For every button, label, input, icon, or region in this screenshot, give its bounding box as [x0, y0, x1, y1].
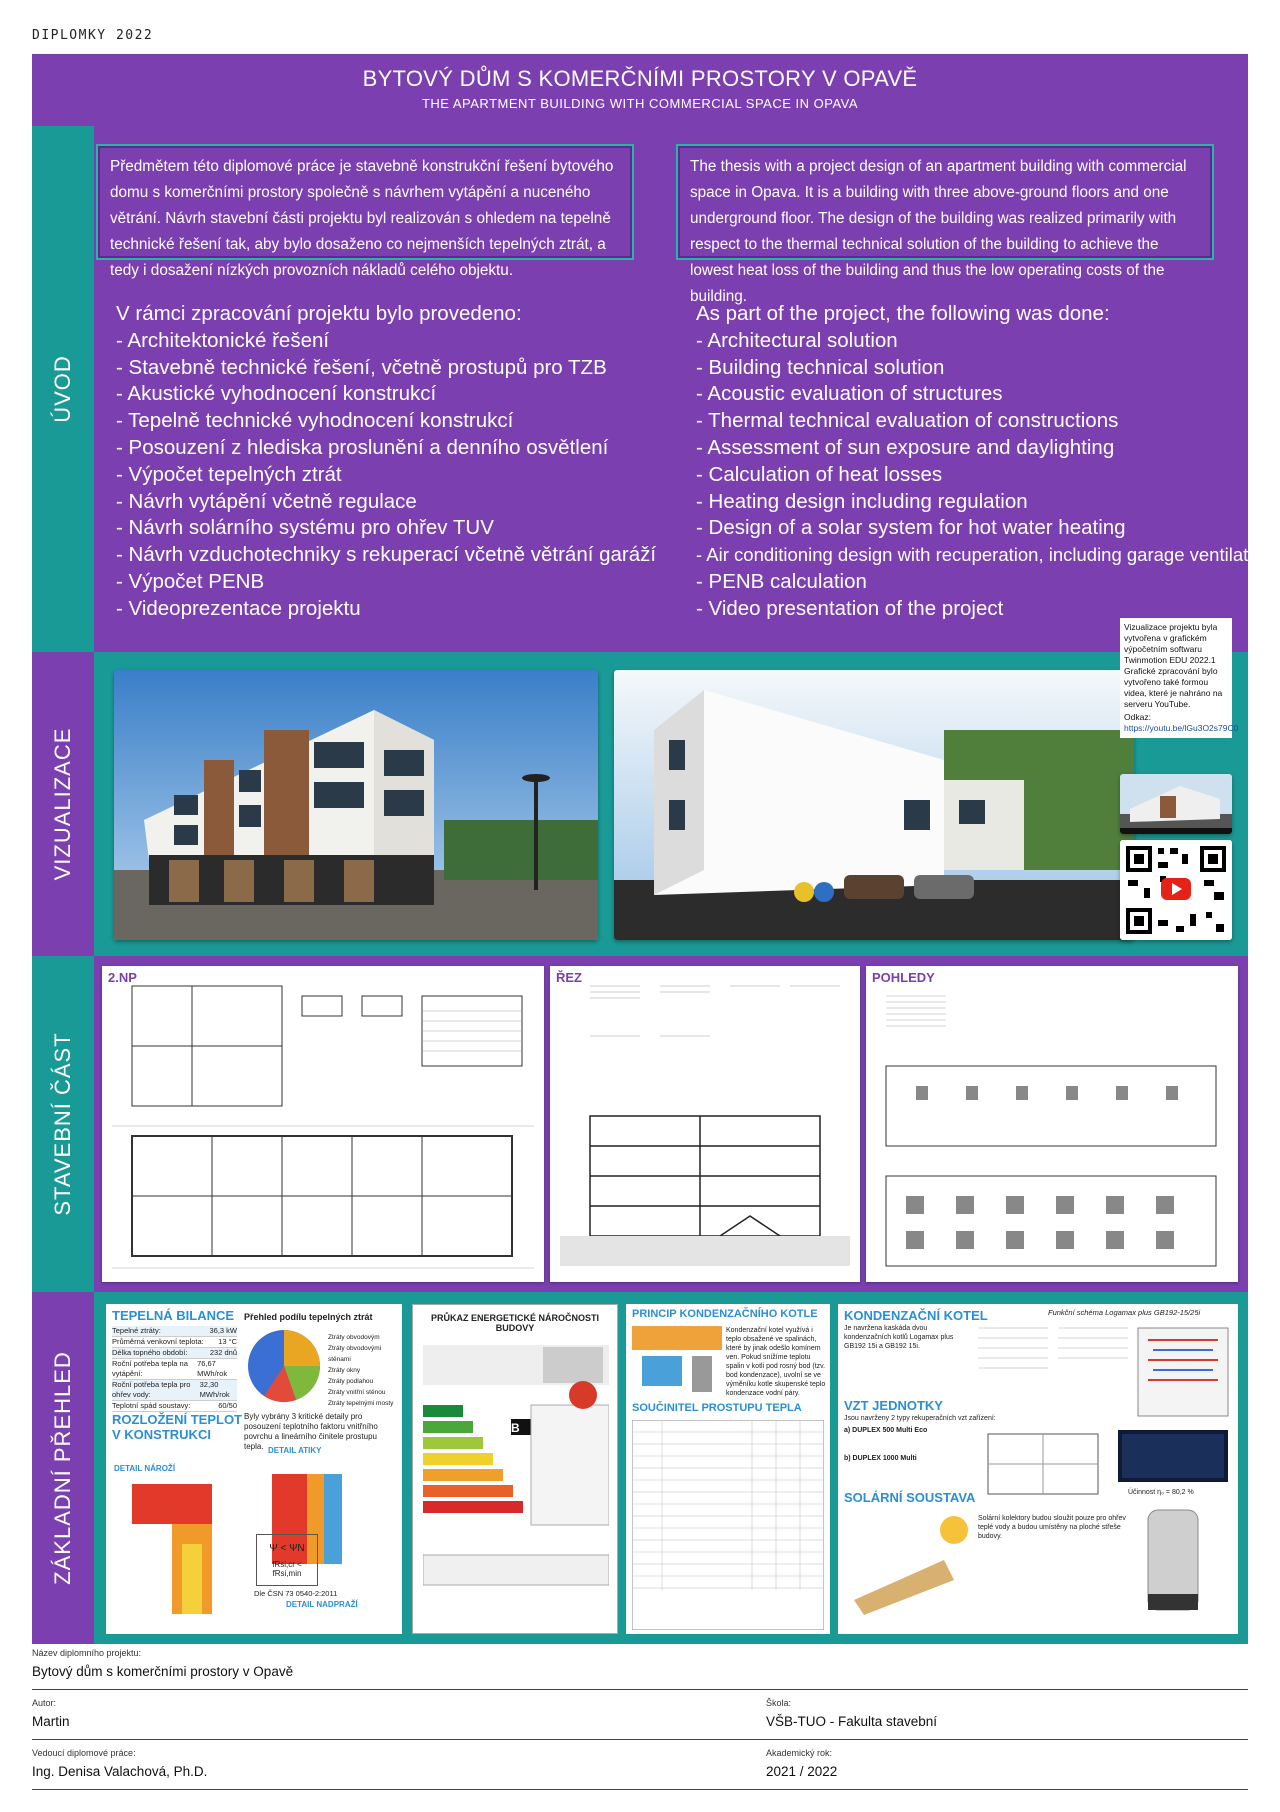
solar-diagram	[844, 1510, 974, 1620]
efficiency: Účinnost η₀ = 80,2 %	[1128, 1489, 1194, 1496]
list-item: - Výpočet PENB	[116, 569, 265, 593]
author: Martin	[32, 1714, 70, 1729]
youtube-link[interactable]: https://youtu.be/lGu3O2s79C0	[1124, 723, 1239, 733]
panel-title: SOLÁRNÍ SOUSTAVA	[844, 1490, 976, 1505]
section-label-vizualizace: VIZUALIZACE	[32, 652, 94, 956]
divider	[32, 1789, 1248, 1790]
heat-balance-table: Tepelné ztráty: 36,3 kW Průměrná venkovní teplota: 13 °C Délka topného období: 232 dnů Roční potřeba tepla na vytápění: 76,67 MWh/rok Roční potřeba tepla pro ohřev vody: 32,30 MWh/rok Teplotní spád soustavy: 60/50	[112, 1326, 237, 1410]
energy-class: B	[511, 1421, 520, 1435]
visualization-note-text: Vizualizace projektu byla vytvořena v grafickém výpočetním softwaru Twinmotion EDU 2022.1 Grafické zpracování bylo vytvořeno také formou videa, které je nahráno na serveru YouTube.	[1124, 622, 1223, 709]
panel-title: TEPELNÁ BILANCE	[112, 1308, 235, 1323]
divider	[32, 1689, 1248, 1690]
list-item: - Architektonické řešení	[116, 328, 330, 352]
vzt-unit-a: a) DUPLEX 500 Multi Eco	[844, 1427, 928, 1434]
list-item: - Výpočet tepelných ztrát	[116, 462, 342, 486]
drawing-label: POHLEDY	[872, 970, 935, 985]
project-name-label: Název diplomního projektu:	[32, 1648, 142, 1658]
list-item: - Heating design including regulation	[696, 489, 1028, 513]
supervisor: Ing. Denisa Valachová, Ph.D.	[32, 1764, 208, 1779]
section-drawing	[550, 966, 860, 1282]
poster	[32, 54, 1273, 1644]
vzt-unit-b: b) DUPLEX 1000 Multi	[844, 1455, 917, 1462]
list-item: - Building technical solution	[696, 355, 945, 379]
heat-loss-pie	[244, 1326, 324, 1406]
panel-title: KONDENZAČNÍ KOTEL	[844, 1308, 988, 1323]
formula-box: Ψ < ΨN fRsi,cr < fRsi,min	[256, 1534, 318, 1586]
list-item: - Tepelně technické vyhodnocení konstrukcí	[116, 409, 514, 433]
panel-title: ROZLOŽENÍ TEPLOT V KONSTRUKCI	[112, 1412, 242, 1442]
video-thumbnail[interactable]	[1120, 774, 1232, 834]
u-value-table	[632, 1420, 824, 1630]
solar-text: Solární kolektory budou sloužit pouze pro ohřev teplé vody a budou umístěny na ploché střeše budovy.	[978, 1515, 1126, 1540]
panel-title: PRINCIP KONDENZAČNÍHO KOTLE	[632, 1308, 818, 1320]
vzt-intro: Jsou navrženy 2 typy rekuperačních vzt zařízení:	[844, 1415, 996, 1422]
energy-label-graphic	[423, 1345, 609, 1595]
intro-text-en: The thesis with a project design of an apartment building with commercial space in Opava. It is a building with three above-ground floors and one underground floor. The design of the building was realized primarily with respect to the thermal technical solution of the building to achieve the lowest heat loss of the building and thus the low operating costs of the building.	[676, 144, 1214, 260]
list-item: - Video presentation of the project	[696, 596, 1004, 620]
list-item: - Thermal technical evaluation of constructions	[696, 409, 1119, 433]
boiler-text: Je navržena kaskáda dvou kondenzačních kotlů Logamax plus GB192 15i a GB192 15i.	[844, 1325, 954, 1350]
intro-text-cz: Předmětem této diplomové práce je stavebně konstrukční řešení bytového domu s komerčními prostory společně s návrhem vytápění a nuceného větrání. Návrh stavební části projektu byl realizován s ohledem na tepelně technické řešení tak, aby bylo dosaženo co nejmenších tepelných ztrát, a tedy i dosažení nízkých provozních nákladů celého objektu.	[96, 144, 634, 260]
list-item: - Acoustic evaluation of structures	[696, 382, 1003, 406]
boiler-schema	[978, 1320, 1234, 1420]
section-label-uvod: ÚVOD	[32, 126, 94, 652]
elevations-drawing	[866, 966, 1238, 1282]
list-item: - Posouzení z hlediska proslunění a denního osvětlení	[116, 435, 609, 459]
list-item: - Assessment of sun exposure and daylighting	[696, 435, 1115, 459]
visualization-note	[1120, 618, 1239, 738]
heat-balance-panel	[106, 1304, 402, 1634]
schema-title: Funkční schéma Logamax plus GB192-15/25i	[1048, 1308, 1201, 1317]
academic-year: 2021 / 2022	[766, 1764, 838, 1779]
academic-year-label: Akademický rok:	[766, 1748, 833, 1758]
detail-label: DETAIL NADPRAŽÍ	[286, 1600, 358, 1609]
list-item: - Stavebně technické řešení, včetně prostupů pro TZB	[116, 355, 607, 379]
intro-list-heading: V rámci zpracování projektu bylo provedeno:	[116, 302, 522, 325]
poster-tag: DIPLOMKY 2022	[32, 28, 154, 43]
list-item: - Calculation of heat losses	[696, 462, 943, 486]
list-item: - Air conditioning design with recuperation, including garage ventilation	[696, 544, 1273, 566]
detail-label: DETAIL ATIKY	[268, 1446, 322, 1455]
solar-collector-image	[1118, 1430, 1228, 1482]
list-item: - Videoprezentace projektu	[116, 596, 361, 620]
divider	[32, 1739, 1248, 1740]
section-label-prehled: ZÁKLADNÍ PŘEHLED	[32, 1292, 94, 1644]
hvac-panel	[838, 1304, 1238, 1634]
vzt-unit-drawing	[978, 1424, 1108, 1504]
floor-plan-drawing	[102, 966, 544, 1282]
render-front-view	[114, 670, 598, 940]
supervisor-label: Vedoucí diplomové práce:	[32, 1748, 136, 1758]
poster-title: BYTOVÝ DŮM S KOMERČNÍMI PROSTORY V OPAVĚ	[362, 66, 918, 91]
qr-code[interactable]	[1120, 840, 1232, 940]
list-item: - Akustické vyhodnocení konstrukcí	[116, 382, 437, 406]
panel-title: SOUČINITEL PROSTUPU TEPLA	[632, 1402, 802, 1414]
school: VŠB-TUO - Fakulta stavební	[766, 1714, 938, 1729]
poster-header	[32, 54, 1248, 126]
detail-text: Byly vybrány 3 kritické detaily pro posouzení teplotního faktoru vnitřního povrchu a lineárního činitele prostupu tepla.	[244, 1412, 378, 1451]
list-item: - Design of a solar system for hot water heating	[696, 516, 1126, 540]
boiler-diagram	[632, 1326, 722, 1396]
condensing-principle-panel	[626, 1304, 830, 1634]
detail-label: DETAIL NÁROŽÍ	[114, 1464, 176, 1473]
section-label-stavebni: STAVEBNÍ ČÁST	[32, 956, 94, 1292]
pie-legend: Ztráty obvodovým Ztráty obvodovými stěnami Ztráty okny Ztráty podlahou Ztráty vnitřní stěnou Ztráty tepelnými mosty	[328, 1334, 394, 1407]
list-item: - PENB calculation	[696, 569, 867, 593]
list-item: - Návrh vzduchotechniky s rekuperací včetně větrání garáží	[116, 543, 657, 567]
list-item: - Architectural solution	[696, 328, 898, 352]
penb-panel	[412, 1304, 618, 1634]
poster-subtitle: THE APARTMENT BUILDING WITH COMMERCIAL SPACE IN OPAVA	[421, 96, 859, 111]
intro-list-en	[696, 301, 1273, 623]
link-label: Odkaz:	[1124, 712, 1151, 722]
project-name: Bytový dům s komerčními prostory v Opavě	[32, 1664, 294, 1679]
storage-tank	[1138, 1504, 1208, 1614]
detail-norm: Dle ČSN 73 0540-2:2011	[254, 1589, 338, 1598]
penb-title: PRŮKAZ ENERGETICKÉ NÁROČNOSTI BUDOVY	[430, 1313, 599, 1333]
render-rear-view	[614, 670, 1134, 940]
panel-title: VZT JEDNOTKY	[844, 1398, 943, 1413]
list-item: - Návrh solárního systému pro ohřev TUV	[116, 516, 494, 540]
pie-title: Přehled podílu tepelných ztrát	[244, 1312, 373, 1322]
drawing-label: 2.NP	[108, 970, 137, 985]
list-item: - Návrh vytápění včetně regulace	[116, 489, 417, 513]
drawing-label: ŘEZ	[556, 970, 582, 985]
condensing-text: Kondenzační kotel využívá i teplo obsažené ve spalinách, které by jinak odešlo komínem ven. Pokud snížíme teplotu spalin v kotli pod rosný bod (tzv. bod kondenzace), uvolní se ve výměníku kotle skupenské teplo kondenzace vodní páry.	[726, 1327, 826, 1397]
intro-list-cz	[116, 301, 656, 623]
intro-list-heading: As part of the project, the following was done:	[696, 302, 1110, 325]
school-label: Škola:	[766, 1698, 792, 1708]
author-label: Autor:	[32, 1698, 57, 1708]
